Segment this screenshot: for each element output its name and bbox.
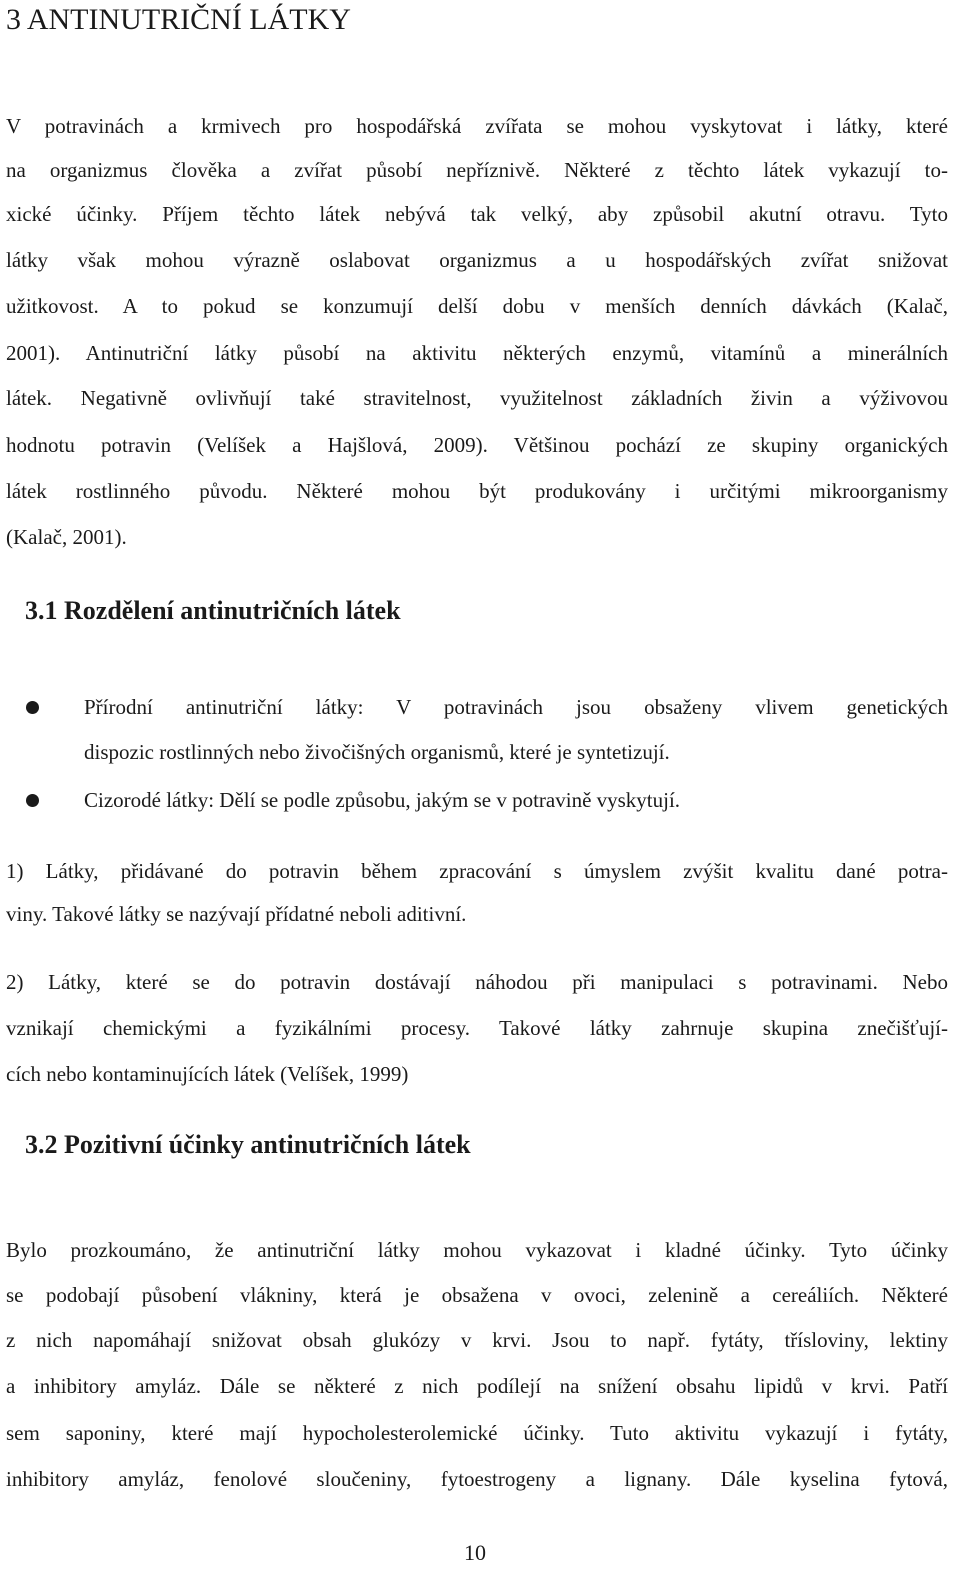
text-line: Bylo prozkoumáno, že antinutriční látky mohou vykazovat i kladné účinky. Tyto účinky	[6, 1238, 948, 1262]
text-line: látek rostlinného původu. Některé mohou být produkovány i určitými mikroorganismy	[6, 479, 948, 503]
text-line: užitkovost. A to pokud se konzumují delší dobu v menších denních dávkách (Kalač,	[6, 294, 948, 318]
text-line: látky však mohou výrazně oslabovat organizmus a u hospodářských zvířat snižovat	[6, 248, 948, 272]
text-line: se podobají působení vlákniny, která je obsažena v ovoci, zelenině a cereáliích. Některé	[6, 1283, 948, 1307]
text-line: a inhibitory amyláz. Dále se některé z nich podílejí na snížení obsahu lipidů v krvi. Patří	[6, 1374, 948, 1398]
bullet-icon	[26, 794, 39, 807]
text-line: V potravinách a krmivech pro hospodářská zvířata se mohou vyskytovat i látky, které	[6, 114, 948, 138]
text-line: sem saponiny, které mají hypocholesterolemické účinky. Tuto aktivitu vykazují i fytáty,	[6, 1421, 948, 1445]
section-heading-3-2: 3.2 Pozitivní účinky antinutričních látek	[25, 1130, 471, 1159]
text-line: 2) Látky, které se do potravin dostávají náhodou při manipulaci s potravinami. Nebo	[6, 970, 948, 994]
text-line: hodnotu potravin (Velíšek a Hajšlová, 2009). Většinou pochází ze skupiny organických	[6, 433, 948, 457]
text-line: (Kalač, 2001).	[6, 525, 127, 549]
list-item-text: Cizorodé látky: Dělí se podle způsobu, jakým se v potravině vyskytují.	[84, 788, 681, 812]
text-line: látek. Negativně ovlivňují také stravitelnost, využitelnost základních živin a výživovou	[6, 386, 948, 410]
list-item-text: dispozic rostlinných nebo živočišných organismů, které je syntetizují.	[84, 740, 670, 764]
text-line: 1) Látky, přidávané do potravin během zpracování s úmyslem zvýšit kvalitu dané potra-	[6, 859, 948, 883]
text-line: inhibitory amyláz, fenolové sloučeniny, fytoestrogeny a lignany. Dále kyselina fytová,	[6, 1467, 948, 1491]
text-line: z nich napomáhají snižovat obsah glukózy v krvi. Jsou to např. fytáty, třísloviny, lektiny	[6, 1328, 948, 1352]
text-line: viny. Takové látky se nazývají přídatné neboli aditivní.	[6, 902, 467, 926]
section-heading-3-1: 3.1 Rozdělení antinutričních látek	[25, 596, 401, 625]
text-line: cích nebo kontaminujících látek (Velíšek, 1999)	[6, 1062, 409, 1086]
text-line: vznikají chemickými a fyzikálními procesy. Takové látky zahrnuje skupina znečišťují-	[6, 1016, 948, 1040]
chapter-heading: 3 ANTINUTRIČNÍ LÁTKY	[6, 3, 351, 36]
page-number: 10	[464, 1540, 486, 1565]
bullet-icon	[26, 701, 39, 714]
list-item-text: Přírodní antinutriční látky: V potravinách jsou obsaženy vlivem genetických	[84, 695, 948, 719]
text-line: na organizmus člověka a zvířat působí nepříznivě. Některé z těchto látek vykazují to-	[6, 158, 948, 182]
text-line: xické účinky. Příjem těchto látek nebývá tak velký, aby způsobil akutní otravu. Tyto	[6, 202, 948, 226]
text-line: 2001). Antinutriční látky působí na aktivitu některých enzymů, vitamínů a minerálních	[6, 341, 948, 365]
